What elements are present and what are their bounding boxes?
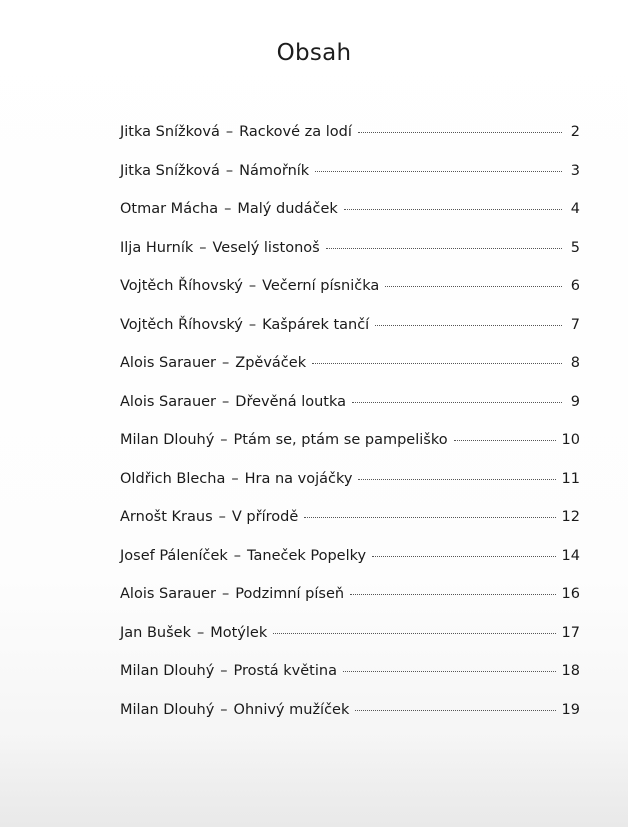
toc-entry: [120, 124, 580, 163]
toc-composer: Milan Dlouhý: [120, 701, 215, 718]
toc-dot-leader: [352, 402, 562, 403]
toc-separator: –: [220, 432, 228, 448]
toc-page-number: 3: [570, 162, 580, 179]
toc-work-title: Veselý listonoš: [212, 239, 320, 256]
toc-separator: –: [224, 201, 232, 217]
toc-composer: Jan Bušek: [120, 624, 191, 641]
toc-entry: [120, 355, 580, 394]
toc-entry: [120, 586, 580, 625]
toc-page-number: 18: [561, 663, 580, 679]
toc-separator: –: [220, 701, 228, 718]
toc-work-title: Taneček Popelky: [247, 547, 367, 564]
toc-entry: [120, 394, 580, 433]
toc-dot-leader: [372, 556, 555, 557]
toc-page-number: 7: [570, 316, 580, 333]
toc-composer: Otmar Mácha: [120, 201, 219, 217]
toc-page-number: 4: [570, 201, 580, 217]
toc-entry: [120, 240, 580, 279]
page-shadow: [0, 737, 628, 827]
toc-separator: –: [225, 124, 234, 140]
toc-dot-leader: [315, 171, 562, 172]
toc-separator: –: [222, 393, 230, 410]
toc-work-title: Kašpárek tančí: [262, 316, 370, 333]
toc-separator: –: [218, 509, 226, 525]
toc-page-number: 16: [561, 586, 580, 602]
toc-composer: Ilja Hurník: [120, 239, 194, 256]
toc-page-number: 8: [570, 355, 580, 371]
toc-separator: –: [231, 470, 239, 487]
toc-separator: –: [196, 624, 205, 641]
toc-entry: [120, 471, 580, 510]
toc-dot-leader: [326, 248, 562, 249]
toc-dot-leader: [358, 132, 562, 133]
toc-composer: Jitka Snížková: [120, 124, 220, 140]
toc-dot-leader: [454, 440, 556, 441]
toc-composer: Alois Sarauer: [120, 393, 217, 410]
toc-dot-leader: [355, 710, 555, 711]
toc-composer: Oldřich Blecha: [120, 470, 226, 487]
toc-separator: –: [248, 278, 257, 294]
toc-dot-leader: [385, 286, 562, 287]
toc-composer: Alois Sarauer: [120, 586, 217, 602]
page-title: Obsah: [276, 40, 352, 66]
toc-separator: –: [225, 162, 234, 179]
toc-work-title: Podzimní píseň: [235, 586, 345, 602]
toc-work-title: Večerní písnička: [262, 278, 380, 294]
toc-page-number: 19: [561, 701, 580, 718]
toc-work-title: Ohnivý mužíček: [233, 701, 350, 718]
toc-composer: Vojtěch Říhovský: [120, 316, 243, 333]
toc-composer: Josef Páleníček: [120, 547, 228, 564]
toc-separator: –: [233, 547, 242, 564]
toc-page-number: 6: [570, 278, 580, 294]
toc-dot-leader: [344, 209, 562, 210]
toc-work-title: Námořník: [239, 162, 310, 179]
toc-entry: [120, 625, 580, 664]
toc-composer: Arnošt Kraus: [120, 509, 213, 525]
toc-entry: [120, 432, 580, 471]
toc-page-number: 9: [570, 393, 580, 410]
toc-dot-leader: [375, 325, 562, 326]
toc-page-number: 5: [570, 239, 580, 256]
toc-dot-leader: [343, 671, 556, 672]
toc-page-number: 14: [561, 547, 580, 564]
toc-work-title: Zpěváček: [235, 355, 307, 371]
toc-separator: –: [222, 355, 230, 371]
toc-dot-leader: [273, 633, 555, 634]
toc-work-title: Prostá květina: [233, 663, 337, 679]
toc-composer: Jitka Snížková: [120, 162, 220, 179]
toc-dot-leader: [350, 594, 555, 595]
toc-separator: –: [248, 316, 257, 333]
toc-page-number: 10: [561, 432, 580, 448]
toc-entry: [120, 163, 580, 202]
toc-page-number: 17: [561, 624, 580, 641]
toc-dot-leader: [358, 479, 555, 480]
toc-composer: Milan Dlouhý: [120, 663, 215, 679]
toc-page-number: 11: [561, 470, 580, 487]
toc-work-title: Hra na vojáčky: [244, 470, 353, 487]
toc-dot-leader: [304, 517, 555, 518]
table-of-contents: [120, 124, 580, 740]
toc-work-title: Ptám se, ptám se pampeliško: [233, 432, 448, 448]
toc-dot-leader: [312, 363, 562, 364]
toc-work-title: Rackové za lodí: [239, 124, 352, 140]
toc-composer: Vojtěch Říhovský: [120, 278, 243, 294]
toc-entry: [120, 702, 580, 741]
toc-entry: [120, 548, 580, 587]
toc-composer: Alois Sarauer: [120, 355, 217, 371]
toc-work-title: V přírodě: [231, 509, 299, 525]
toc-entry: [120, 278, 580, 317]
toc-page-number: 12: [561, 509, 580, 525]
toc-separator: –: [220, 663, 228, 679]
toc-entry: [120, 509, 580, 548]
toc-work-title: Malý dudáček: [237, 201, 338, 217]
toc-work-title: Motýlek: [210, 624, 268, 641]
toc-entry: [120, 317, 580, 356]
toc-page-number: 2: [570, 124, 580, 140]
toc-separator: –: [222, 586, 230, 602]
toc-entry: [120, 663, 580, 702]
toc-work-title: Dřevěná loutka: [235, 393, 346, 410]
toc-entry: [120, 201, 580, 240]
toc-separator: –: [199, 239, 207, 256]
toc-composer: Milan Dlouhý: [120, 432, 215, 448]
